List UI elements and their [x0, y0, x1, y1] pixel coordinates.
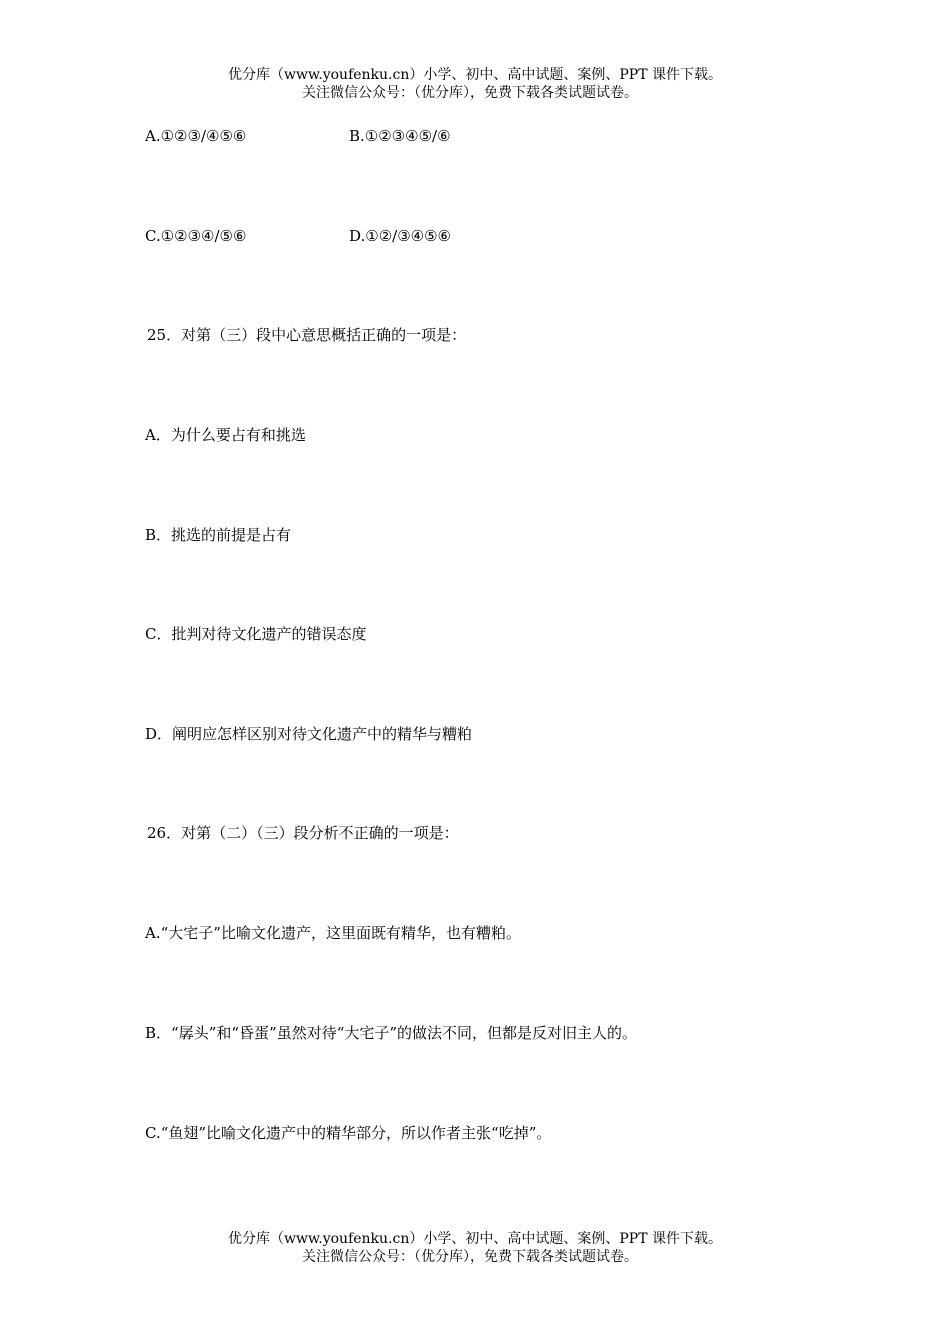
q25-option-d: D．阐明应怎样区别对待文化遗产中的精华与糟粕: [145, 725, 473, 743]
q24-option-d: D.①②/③④⑤⑥: [349, 227, 451, 245]
q26-stem: 26．对第（二）（三）段分析不正确的一项是：: [147, 824, 459, 842]
footer-line-2: 关注微信公众号：（优分库），免费下载各类试题试卷。: [302, 1249, 638, 1265]
q24-option-b: B.①②③④⑤/⑥: [349, 127, 451, 145]
q24-options-row-1: [145, 126, 451, 146]
header-line-1: 优分库（www.youfenku.cn）小学、初中、高中试题、案例、PPT 课件下载。: [227, 67, 722, 83]
q25-option-b: B．挑选的前提是占有: [145, 526, 292, 544]
q26-option-c: C.“鱼翅”比喻文化遗产中的精华部分，所以作者主张“吃掉”。: [145, 1124, 552, 1142]
page-footer: [0, 1230, 950, 1266]
q25-stem: 25．对第（三）段中心意思概括正确的一项是：: [147, 326, 467, 344]
q25-option-a: A．为什么要占有和挑选: [145, 426, 306, 444]
q26-option-b: B．“孱头”和“昏蛋”虽然对待“大宅子”的做法不同，但都是反对旧主人的。: [145, 1024, 638, 1042]
q24-option-a: A.①②③/④⑤⑥: [145, 127, 247, 145]
q25-option-c: C．批判对待文化遗产的错误态度: [145, 625, 367, 643]
footer-line-1: 优分库（www.youfenku.cn）小学、初中、高中试题、案例、PPT 课件下载。: [227, 1231, 722, 1247]
page-header: [0, 66, 950, 102]
q24-options-row-2: [145, 226, 451, 246]
q24-option-c: C.①②③④/⑤⑥: [145, 227, 247, 245]
header-line-2: 关注微信公众号：（优分库），免费下载各类试题试卷。: [302, 85, 638, 101]
q26-option-a: A.“大宅子”比喻文化遗产，这里面既有精华，也有糟粕。: [145, 924, 521, 942]
